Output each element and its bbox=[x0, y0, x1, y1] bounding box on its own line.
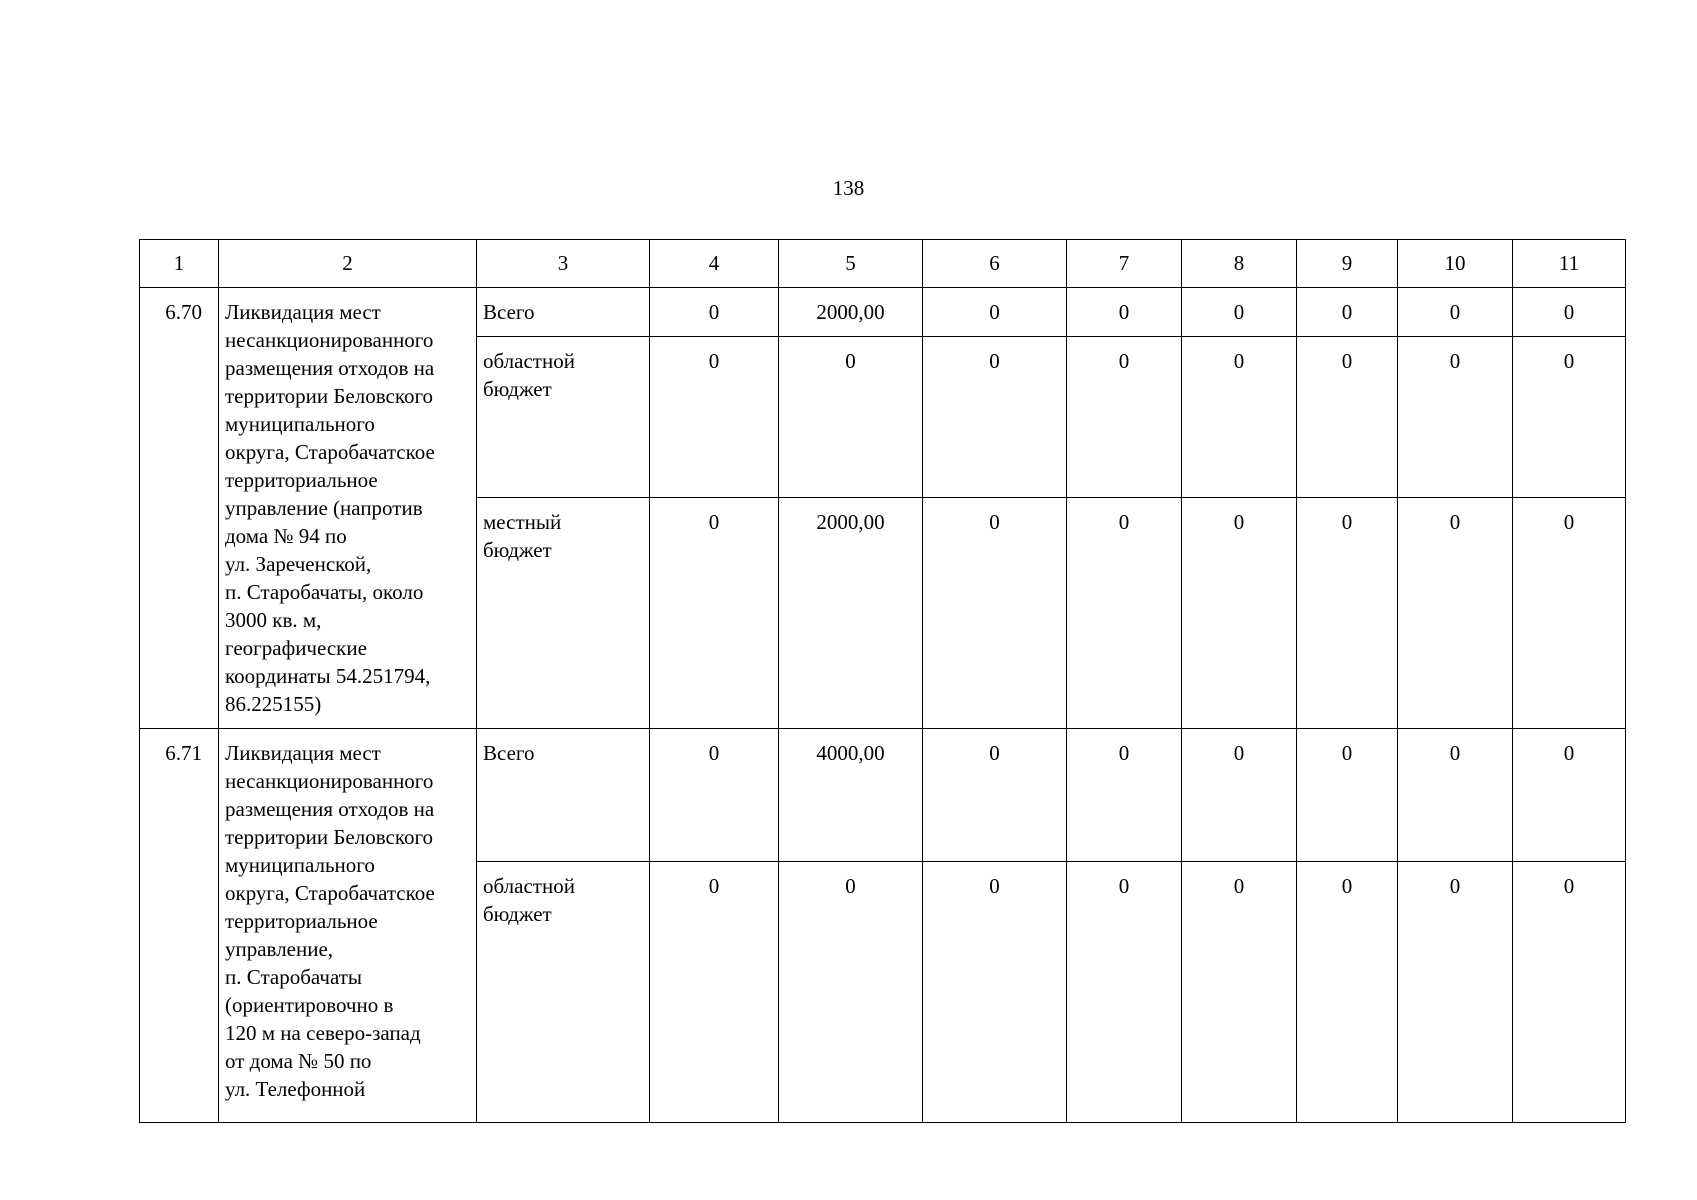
item-title-line: от дома № 50 по bbox=[225, 1049, 372, 1073]
funding-source bbox=[477, 288, 650, 337]
value-cell: 0 bbox=[650, 288, 779, 337]
column-header: 3 bbox=[477, 240, 650, 288]
value-cell: 0 bbox=[1398, 337, 1513, 498]
value-cell: 4000,00 bbox=[779, 729, 923, 862]
item-title-line: Ликвидация мест bbox=[225, 300, 381, 324]
column-header: 2 bbox=[219, 240, 477, 288]
value-cell: 0 bbox=[650, 337, 779, 498]
value-cell: 0 bbox=[1297, 498, 1398, 729]
table-row bbox=[140, 288, 1626, 337]
value-cell: 0 bbox=[1513, 337, 1626, 498]
item-number: 6.71 bbox=[140, 729, 219, 1123]
funding-source-line: Всего bbox=[483, 741, 535, 765]
column-header: 1 bbox=[140, 240, 219, 288]
value-cell: 0 bbox=[1067, 862, 1182, 1123]
column-header: 8 bbox=[1182, 240, 1297, 288]
item-title-line: управление (напротив bbox=[225, 496, 423, 520]
funding-source-line: областной bbox=[483, 874, 575, 898]
item-title-line: 120 м на северо-запад bbox=[225, 1021, 421, 1045]
value-cell: 0 bbox=[1513, 498, 1626, 729]
value-cell: 0 bbox=[1182, 288, 1297, 337]
value-cell: 0 bbox=[1182, 729, 1297, 862]
item-title-line: округа, Старобачатское bbox=[225, 881, 435, 905]
page-number: 138 bbox=[832, 176, 865, 200]
value-cell: 0 bbox=[650, 729, 779, 862]
item-title-line: Ликвидация мест bbox=[225, 741, 381, 765]
column-header: 5 bbox=[779, 240, 923, 288]
item-title bbox=[219, 288, 477, 729]
value-cell: 0 bbox=[923, 337, 1067, 498]
item-title-line: п. Старобачаты, около bbox=[225, 580, 424, 604]
item-title-line: территории Беловского bbox=[225, 825, 434, 849]
value-cell: 0 bbox=[1182, 337, 1297, 498]
item-title-line: округа, Старобачатское bbox=[225, 440, 435, 464]
value-cell: 0 bbox=[1297, 729, 1398, 862]
item-title-line: территории Беловского bbox=[225, 384, 434, 408]
item-title-line: 3000 кв. м, bbox=[225, 608, 322, 632]
column-header: 9 bbox=[1297, 240, 1398, 288]
value-cell: 2000,00 bbox=[779, 498, 923, 729]
item-title-line: территориальное bbox=[225, 468, 378, 492]
value-cell: 0 bbox=[779, 862, 923, 1123]
value-cell: 0 bbox=[1297, 862, 1398, 1123]
funding-source bbox=[477, 729, 650, 862]
item-title-line: географические bbox=[225, 636, 367, 660]
value-cell: 0 bbox=[1067, 288, 1182, 337]
funding-source-line: областной bbox=[483, 349, 575, 373]
column-header: 11 bbox=[1513, 240, 1626, 288]
funding-source-line: местный bbox=[483, 510, 562, 534]
value-cell: 0 bbox=[650, 498, 779, 729]
funding-source bbox=[477, 337, 650, 498]
item-title-line: ул. Телефонной bbox=[225, 1077, 366, 1101]
column-header: 6 bbox=[923, 240, 1067, 288]
item-title-line: размещения отходов на bbox=[225, 356, 435, 380]
value-cell: 0 bbox=[1398, 498, 1513, 729]
item-number: 6.70 bbox=[140, 288, 219, 729]
funding-source-line: бюджет bbox=[483, 538, 552, 562]
funding-source-line: Всего bbox=[483, 300, 535, 324]
funding-source bbox=[477, 498, 650, 729]
funding-source-line: бюджет bbox=[483, 377, 552, 401]
value-cell: 0 bbox=[1067, 337, 1182, 498]
value-cell: 0 bbox=[1297, 337, 1398, 498]
item-title-line: муниципального bbox=[225, 412, 375, 436]
value-cell: 0 bbox=[779, 337, 923, 498]
funding-source-line: бюджет bbox=[483, 902, 552, 926]
value-cell: 2000,00 bbox=[779, 288, 923, 337]
value-cell: 0 bbox=[923, 288, 1067, 337]
value-cell: 0 bbox=[1067, 729, 1182, 862]
funding-source bbox=[477, 862, 650, 1123]
value-cell: 0 bbox=[1182, 862, 1297, 1123]
item-title-line: несанкционированного bbox=[225, 328, 434, 352]
value-cell: 0 bbox=[1513, 288, 1626, 337]
item-title bbox=[219, 729, 477, 1123]
value-cell: 0 bbox=[1398, 288, 1513, 337]
item-title-line: дома № 94 по bbox=[225, 524, 347, 548]
value-cell: 0 bbox=[1513, 862, 1626, 1123]
value-cell: 0 bbox=[650, 862, 779, 1123]
item-title-line: управление, bbox=[225, 937, 334, 961]
item-title-line: муниципального bbox=[225, 853, 375, 877]
value-cell: 0 bbox=[923, 729, 1067, 862]
column-header: 10 bbox=[1398, 240, 1513, 288]
item-title-line: ул. Зареченской, bbox=[225, 552, 372, 576]
budget-table bbox=[139, 239, 1626, 1123]
item-title-line: координаты 54.251794, bbox=[225, 664, 431, 688]
value-cell: 0 bbox=[1398, 862, 1513, 1123]
value-cell: 0 bbox=[1067, 498, 1182, 729]
value-cell: 0 bbox=[1297, 288, 1398, 337]
column-header: 7 bbox=[1067, 240, 1182, 288]
item-title-line: несанкционированного bbox=[225, 769, 434, 793]
value-cell: 0 bbox=[923, 862, 1067, 1123]
item-title-line: территориальное bbox=[225, 909, 378, 933]
item-title-line: размещения отходов на bbox=[225, 797, 435, 821]
item-title-line: (ориентировочно в bbox=[225, 993, 394, 1017]
column-header: 4 bbox=[650, 240, 779, 288]
table-row bbox=[140, 729, 1626, 862]
value-cell: 0 bbox=[923, 498, 1067, 729]
value-cell: 0 bbox=[1398, 729, 1513, 862]
column-number-header-row bbox=[140, 240, 1626, 288]
item-title-line: п. Старобачаты bbox=[225, 965, 363, 989]
item-title-line: 86.225155) bbox=[225, 692, 322, 716]
value-cell: 0 bbox=[1513, 729, 1626, 862]
value-cell: 0 bbox=[1182, 498, 1297, 729]
